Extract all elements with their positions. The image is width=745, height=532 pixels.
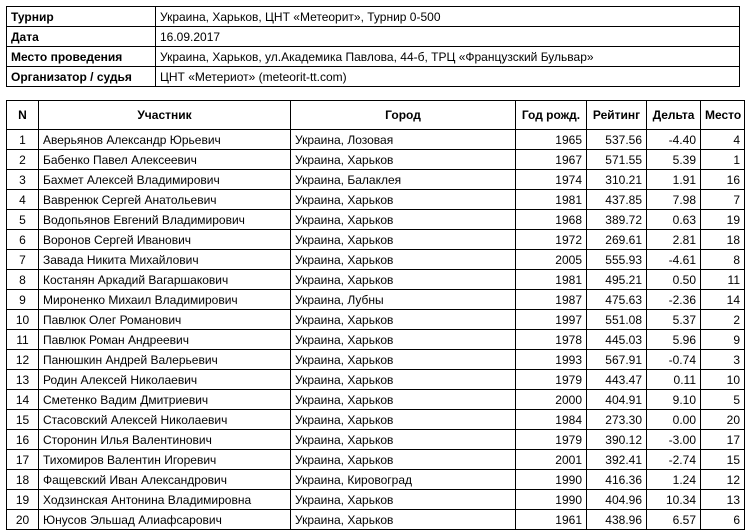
cell-delta: 7.98 [647,190,701,210]
cell-rating: 269.61 [587,230,647,250]
cell-place: 2 [701,310,745,330]
table-row [7,390,745,410]
cell-delta: 0.50 [647,270,701,290]
cell-n: 12 [7,350,39,370]
cell-delta: 0.11 [647,370,701,390]
cell-rating: 475.63 [587,290,647,310]
cell-delta: 9.10 [647,390,701,410]
cell-delta: 0.00 [647,410,701,430]
cell-place: 13 [701,490,745,510]
cell-n: 3 [7,170,39,190]
results-body [7,130,745,530]
cell-place: 1 [701,150,745,170]
cell-delta: -0.74 [647,350,701,370]
cell-place: 9 [701,330,745,350]
cell-city: Украина, Харьков [291,190,516,210]
cell-place: 17 [701,430,745,450]
cell-delta: 5.37 [647,310,701,330]
cell-rating: 443.47 [587,370,647,390]
cell-player: Водопьянов Евгений Владимирович [39,210,291,230]
header-city: Город [291,101,516,130]
cell-player: Родин Алексей Николаевич [39,370,291,390]
cell-n: 17 [7,450,39,470]
cell-city: Украина, Лубны [291,290,516,310]
cell-city: Украина, Харьков [291,310,516,330]
cell-rating: 404.96 [587,490,647,510]
cell-year: 1984 [516,410,587,430]
cell-n: 2 [7,150,39,170]
cell-year: 1972 [516,230,587,250]
cell-player: Завада Никита Михайлович [39,250,291,270]
cell-place: 20 [701,410,745,430]
cell-rating: 389.72 [587,210,647,230]
table-row [7,490,745,510]
cell-place: 4 [701,130,745,150]
table-row [7,510,745,530]
cell-year: 1965 [516,130,587,150]
cell-place: 6 [701,510,745,530]
cell-player: Павлюк Роман Андреевич [39,330,291,350]
cell-player: Павлюк Олег Романович [39,310,291,330]
cell-city: Украина, Харьков [291,510,516,530]
header-place: Место [701,101,745,130]
header-year: Год рожд. [516,101,587,130]
cell-rating: 495.21 [587,270,647,290]
cell-place: 5 [701,390,745,410]
info-label: Турнир [7,7,156,27]
cell-player: Воронов Сергей Иванович [39,230,291,250]
cell-city: Украина, Харьков [291,270,516,290]
cell-player: Панюшкин Андрей Валерьевич [39,350,291,370]
cell-rating: 404.91 [587,390,647,410]
info-label: Дата [7,27,156,47]
table-row [7,170,745,190]
cell-place: 15 [701,450,745,470]
table-row [7,290,745,310]
cell-n: 9 [7,290,39,310]
cell-rating: 537.56 [587,130,647,150]
cell-year: 1990 [516,490,587,510]
cell-rating: 437.85 [587,190,647,210]
cell-n: 16 [7,430,39,450]
cell-n: 4 [7,190,39,210]
cell-n: 10 [7,310,39,330]
cell-delta: 10.34 [647,490,701,510]
cell-city: Украина, Харьков [291,150,516,170]
cell-year: 1987 [516,290,587,310]
header-n: N [7,101,39,130]
results-header [7,101,745,130]
cell-player: Тихомиров Валентин Игоревич [39,450,291,470]
cell-n: 7 [7,250,39,270]
cell-rating: 392.41 [587,450,647,470]
cell-rating: 551.08 [587,310,647,330]
cell-rating: 567.91 [587,350,647,370]
cell-player: Костанян Аркадий Вагаршакович [39,270,291,290]
table-row [7,230,745,250]
cell-rating: 310.21 [587,170,647,190]
cell-city: Украина, Балаклея [291,170,516,190]
cell-player: Ходзинская Антонина Владимировна [39,490,291,510]
cell-n: 1 [7,130,39,150]
table-row [7,270,745,290]
info-value: ЦНТ «Метериот» (meteorit-tt.com) [156,67,740,87]
cell-n: 19 [7,490,39,510]
cell-n: 20 [7,510,39,530]
cell-rating: 390.12 [587,430,647,450]
info-row [7,47,740,67]
cell-player: Юнусов Эльшад Алиафсарович [39,510,291,530]
cell-rating: 555.93 [587,250,647,270]
info-label: Место проведения [7,47,156,67]
cell-year: 1979 [516,430,587,450]
table-row [7,310,745,330]
header-delta: Дельта [647,101,701,130]
cell-city: Украина, Харьков [291,250,516,270]
cell-n: 14 [7,390,39,410]
cell-city: Украина, Харьков [291,350,516,370]
cell-year: 1978 [516,330,587,350]
cell-year: 2001 [516,450,587,470]
table-row [7,350,745,370]
cell-place: 10 [701,370,745,390]
cell-n: 13 [7,370,39,390]
cell-year: 2005 [516,250,587,270]
cell-player: Бахмет Алексей Владимирович [39,170,291,190]
table-row [7,330,745,350]
cell-city: Украина, Харьков [291,210,516,230]
info-row [7,7,740,27]
cell-city: Украина, Харьков [291,430,516,450]
cell-player: Мироненко Михаил Владимирович [39,290,291,310]
info-value: 16.09.2017 [156,27,740,47]
cell-year: 1981 [516,190,587,210]
cell-n: 18 [7,470,39,490]
cell-city: Украина, Кировоград [291,470,516,490]
cell-place: 8 [701,250,745,270]
info-value: Украина, Харьков, ул.Академика Павлова, 44-б, ТРЦ «Французский Бульвар» [156,47,740,67]
cell-place: 14 [701,290,745,310]
cell-year: 1993 [516,350,587,370]
cell-city: Украина, Харьков [291,370,516,390]
info-row [7,67,740,87]
cell-city: Украина, Харьков [291,450,516,470]
cell-year: 1981 [516,270,587,290]
cell-delta: 1.91 [647,170,701,190]
cell-rating: 445.03 [587,330,647,350]
cell-place: 11 [701,270,745,290]
cell-year: 1997 [516,310,587,330]
table-row [7,250,745,270]
cell-player: Аверьянов Александр Юрьевич [39,130,291,150]
cell-year: 1961 [516,510,587,530]
table-row [7,190,745,210]
cell-player: Вавренюк Сергей Анатольевич [39,190,291,210]
table-row [7,450,745,470]
cell-delta: 6.57 [647,510,701,530]
info-row [7,27,740,47]
cell-city: Украина, Лозовая [291,130,516,150]
cell-delta: -4.61 [647,250,701,270]
cell-city: Украина, Харьков [291,490,516,510]
cell-year: 1974 [516,170,587,190]
info-value: Украина, Харьков, ЦНТ «Метеорит», Турнир 0-500 [156,7,740,27]
cell-rating: 571.55 [587,150,647,170]
cell-place: 12 [701,470,745,490]
cell-delta: -3.00 [647,430,701,450]
cell-rating: 416.36 [587,470,647,490]
table-row [7,470,745,490]
cell-city: Украина, Харьков [291,410,516,430]
cell-rating: 438.96 [587,510,647,530]
info-label: Организатор / судья [7,67,156,87]
results-table [6,100,745,530]
cell-year: 2000 [516,390,587,410]
tournament-info-table [6,6,740,87]
tournament-info-body [7,7,740,87]
cell-player: Сторонин Илья Валентинович [39,430,291,450]
table-row [7,370,745,390]
table-row [7,210,745,230]
cell-city: Украина, Харьков [291,230,516,250]
cell-city: Украина, Харьков [291,330,516,350]
cell-year: 1967 [516,150,587,170]
header-player: Участник [39,101,291,130]
cell-player: Бабенко Павел Алексеевич [39,150,291,170]
header-rating: Рейтинг [587,101,647,130]
cell-player: Стасовский Алексей Николаевич [39,410,291,430]
cell-player: Сметенко Вадим Дмитриевич [39,390,291,410]
table-row [7,150,745,170]
cell-delta: -4.40 [647,130,701,150]
cell-year: 1979 [516,370,587,390]
header-row [7,101,745,130]
cell-year: 1968 [516,210,587,230]
cell-delta: 2.81 [647,230,701,250]
cell-delta: -2.36 [647,290,701,310]
cell-rating: 273.30 [587,410,647,430]
cell-n: 15 [7,410,39,430]
cell-place: 19 [701,210,745,230]
cell-place: 7 [701,190,745,210]
cell-year: 1990 [516,470,587,490]
cell-n: 6 [7,230,39,250]
cell-delta: 0.63 [647,210,701,230]
table-row [7,410,745,430]
cell-delta: -2.74 [647,450,701,470]
cell-place: 16 [701,170,745,190]
table-row [7,130,745,150]
cell-n: 11 [7,330,39,350]
cell-delta: 1.24 [647,470,701,490]
cell-place: 3 [701,350,745,370]
cell-city: Украина, Харьков [291,390,516,410]
cell-player: Фащевский Иван Александрович [39,470,291,490]
cell-place: 18 [701,230,745,250]
cell-delta: 5.39 [647,150,701,170]
cell-n: 5 [7,210,39,230]
cell-n: 8 [7,270,39,290]
table-row [7,430,745,450]
cell-delta: 5.96 [647,330,701,350]
